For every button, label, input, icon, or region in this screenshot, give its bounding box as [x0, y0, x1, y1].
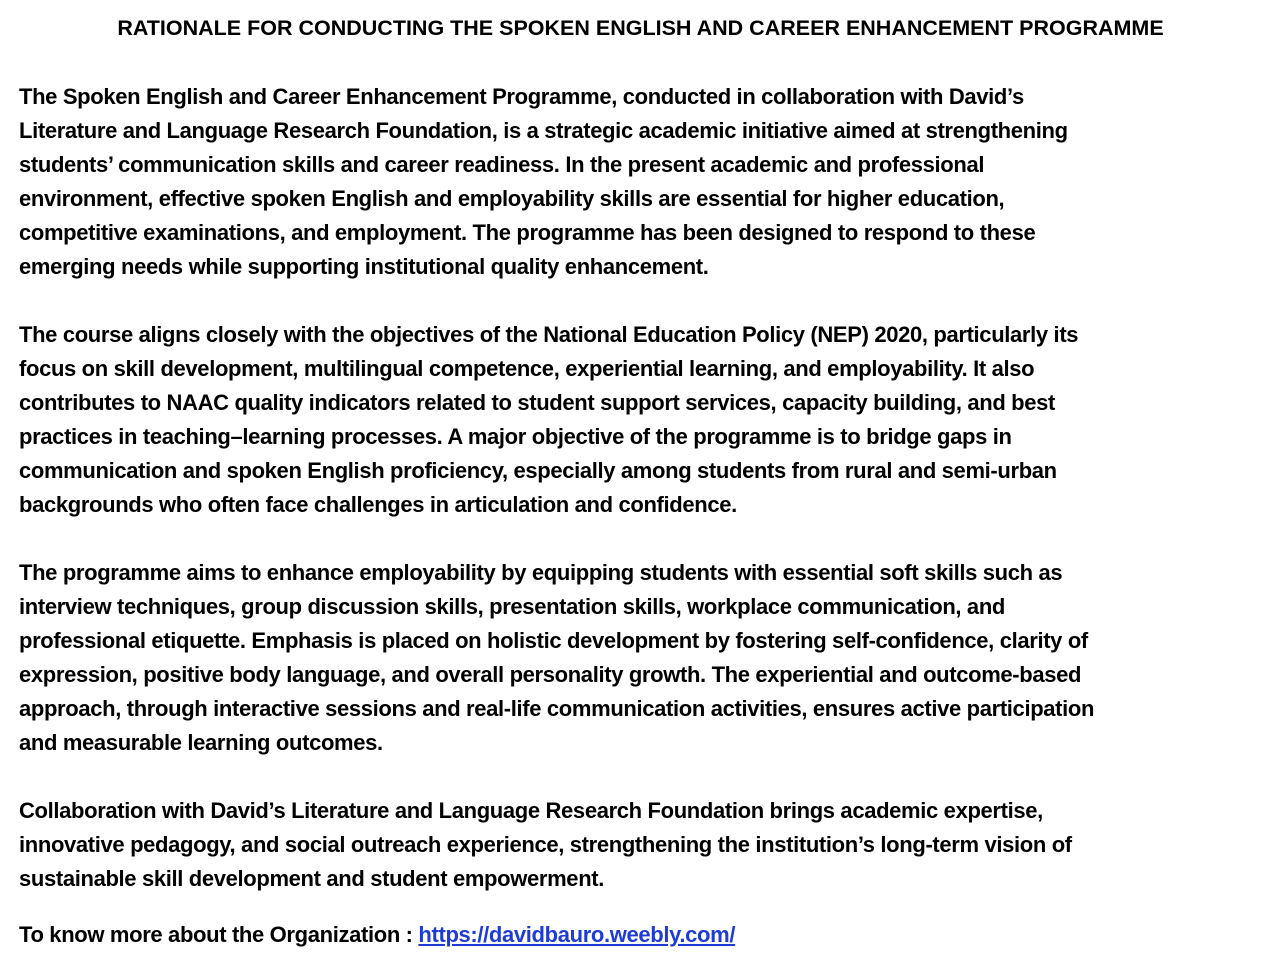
paragraph-line: expression, positive body language, and overall personality growth. The experiential and outcome-based [19, 662, 1082, 687]
paragraph-line: The course aligns closely with the objectives of the National Education Policy (NEP) 2020, particularly its [19, 322, 1079, 347]
paragraph-line: The programme aims to enhance employability by equipping students with essential soft skills such as [19, 560, 1063, 585]
footer-label: To know more about the Organization : [19, 922, 419, 947]
organization-footer [19, 918, 1262, 952]
paragraph-line: Collaboration with David’s Literature and Language Research Foundation brings academic expertise, [19, 798, 1043, 823]
paragraph-line: and measurable learning outcomes. [19, 730, 383, 755]
paragraph-line: focus on skill development, multilingual competence, experiential learning, and employability. It also [19, 356, 1035, 381]
paragraph-line: competitive examinations, and employment. The programme has been designed to respond to these [19, 220, 1036, 245]
paragraph-line: practices in teaching–learning processes. A major objective of the programme is to bridge gaps in [19, 424, 1012, 449]
document-title: RATIONALE FOR CONDUCTING THE SPOKEN ENGLISH AND CAREER ENHANCEMENT PROGRAMME [117, 16, 1164, 40]
paragraph-line: sustainable skill development and student empowerment. [19, 866, 605, 891]
paragraph-line: approach, through interactive sessions and real-life communication activities, ensures active participation [19, 696, 1095, 721]
paragraph-line: The Spoken English and Career Enhancement Programme, conducted in collaboration with David’s [19, 84, 1024, 109]
paragraph-nep-alignment [19, 318, 1262, 522]
paragraph-line: backgrounds who often face challenges in articulation and confidence. [19, 492, 737, 517]
organization-link[interactable]: https://davidbauro.weebly.com/ [418, 922, 736, 947]
paragraph-line: students’ communication skills and career readiness. In the present academic and professional [19, 152, 985, 177]
paragraph-introduction [19, 80, 1262, 284]
paragraph-line: interview techniques, group discussion skills, presentation skills, workplace communication, and [19, 594, 1005, 619]
paragraph-line: communication and spoken English proficiency, especially among students from rural and semi-urban [19, 458, 1057, 483]
paragraph-line: environment, effective spoken English and employability skills are essential for higher education, [19, 186, 1005, 211]
paragraph-line: contributes to NAAC quality indicators related to student support services, capacity building, and best [19, 390, 1056, 415]
paragraph-line: Literature and Language Research Foundation, is a strategic academic initiative aimed at strengthening [19, 118, 1068, 143]
paragraph-line: innovative pedagogy, and social outreach experience, strengthening the institution’s long-term vision of [19, 832, 1072, 857]
paragraph-line: emerging needs while supporting institutional quality enhancement. [19, 254, 709, 279]
paragraph-collaboration [19, 794, 1262, 896]
paragraph-line: professional etiquette. Emphasis is placed on holistic development by fostering self-confidence, clarity of [19, 628, 1088, 653]
paragraph-employability [19, 556, 1262, 760]
